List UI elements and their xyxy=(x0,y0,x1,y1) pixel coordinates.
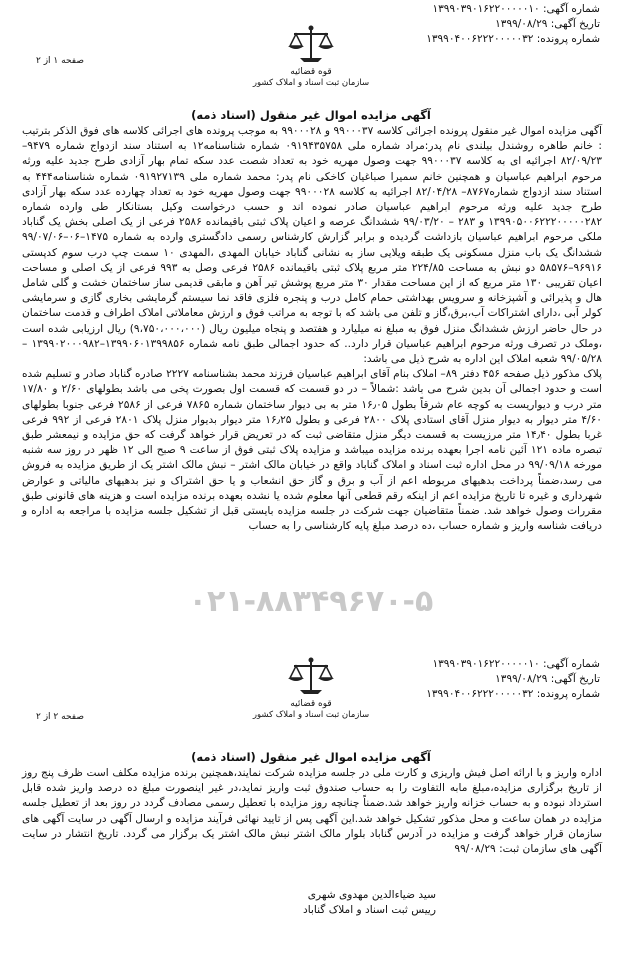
page-label: صفحه ۲ از ۲ xyxy=(36,712,84,722)
ad-number: شماره آگهی: ۱۳۹۹۰۳۹۰۱۶۲۲۰۰۰۰۰۱۰ xyxy=(432,3,600,15)
notice2-meta xyxy=(426,657,600,702)
ad-date: تاریخ آگهی: ۱۳۹۹/۰۸/۲۹ xyxy=(495,18,600,30)
notice2-body xyxy=(22,766,602,857)
org-name: قوه قضائیه xyxy=(290,67,332,77)
org-subname: سازمان ثبت اسناد و املاک کشور xyxy=(252,78,370,88)
ad-date: تاریخ آگهی: ۱۳۹۹/۰۸/۲۹ xyxy=(495,673,600,685)
signature-block xyxy=(303,888,436,918)
org-subname: سازمان ثبت اسناد و املاک کشور xyxy=(252,710,370,720)
judiciary-emblem-icon xyxy=(282,24,340,66)
page-label: صفحه ۱ از ۲ xyxy=(36,56,84,66)
body-paragraph: آگهی مزایده اموال غیر منقول پرونده اجرائی کلاسه ۹۹۰۰۰۳۷ و ۹۹۰۰۰۲۸ به موجب پرونده های اجرائی کلاسه های فوق الذکر بترتیب : خانم طاهره روشندل بیلندی نام پدر:مراد شماره ملی ۰۹۱۹۴۳۵۷۵۸ شماره شناسنامه۱۲ به استناد سند ازدواج شماره ۹۴۷۹– ۸۲/۰۹/۲۳ اجرائیه ای به کلاسه ۹۹۰۰۰۳۷ جهت وصول مهریه خود به تعداد شصت عدد سکه تمام بهار آزادی طرح جدید علیه ورثه مرحوم ابراهیم عباسیان و همچنین خانم سمیرا صباغیان کاخکی نام پدر: محمد شماره ملی ۰۹۱۹۲۷۱۳۹ شماره شناسنامه۴۴۴ به استناد سند ازدواج شماره۸۷۶۷– ۸۲/۰۴/۲۸ اجرائیه به کلاسه ۹۹۰۰۰۲۸ جهت وصول مهریه خود به تعداد چهارده عدد سکه بهار آزادی طرح جدید علیه ورثه مرحوم ابراهیم عباسیان صادر نموده اند و حسب درخواست وکیل بستانکار طی وارده شماره ۱۳۹۹۰۵۰۰۶۲۲۲۰۰۰۰۰۲۸۲ و ۲۸۳ – ۹۹/۰۳/۲۰ ششدانگ عرصه و اعیان پلاک ثبتی باقیمانده ۲۵۸۶ فرعی از یک اصلی بخش یک گناباد ملکی مرحوم ابراهیم عباسیان بازداشت گردیده و برابر گزارش کارشناس رسمی دادگستری وارده به شماره ۱۴۷۵–۰۶–۹۹/۰۷/۰۶ ششدانگ یک باب منزل مسکونی یک طبقه ویلایی ساز به نشانی گناباد خیابان المهدی ،المهدی ۱۰ سمت چپ درب سوم کدپستی ۹۶۹۱۶–۵۸۵۷۶ دو نبش به مساحت ۲۲۴/۸۵ متر مربع پلاک ثبتی باقیمانده ۲۵۸۶ فرعی وصل به ۹۹۳ فرعی از یک اصلی و مساحت اعیان تقریبی ۱۳۰ متر مربع که از این مساحت مقدار ۳۰ متر مربع پوشش تیر آهن و مابقی قدیمی ساز ساختمان خشت و گلی شامل هال و پذیرائی و آشپزخانه و سرویس بهداشتی حمام کامل درب و پنجره فلزی فاقد نما سیستم گرمایشی بخاری گازی و سرمایشی کولر آبی ،دارای اشتراکات آب،برق،گاز و تلفن می باشد که با توجه به مراتب فوق و ارزش معاملاتی املاک اطراف و قدمت ساختمان در حال حاضر ارزش ششدانگ منزل فوق به مبلغ نه میلیارد و هفتصد و پنجاه میلیون ریال (۹،۷۵۰،۰۰۰،۰۰۰) ریال ارزیابی شده است ،وملک در تصرف ورثه مرحوم ابراهیم عباسیان قرار دارد.. که حدود اجمالی طبق نامه شماره ۱۳۹۹۰۶۰۱۳۹۹۸۵۶–۱۳۹۹۰۲۰۰۰۹۸۲ – ۹۹/۰۵/۲۸ شعبه املاک این اداره به شرح ذیل می باشد: xyxy=(22,125,603,366)
ad-number: شماره آگهی: ۱۳۹۹۰۳۹۰۱۶۲۲۰۰۰۰۰۱۰ xyxy=(432,658,600,670)
phone-watermark: ۰۲۱-۸۸۳۴۹۶۷۰-۵ xyxy=(188,584,434,619)
body-paragraph: اداره واریز و با ارائه اصل فیش واریزی و کارت ملی در جلسه مزایده شرکت نمایند،همچنین برنده مزایده مکلف است ظرف پنج روز از تاریخ برگزاری مزایده،مبلغ مابه التفاوت را به حساب صندوق ثبت واریز نماید،در غیر اینصورت مبلغ ده درصد واریز شده قابل استرداد نبوده و به حساب خزانه واریز خواهد شد.ضمناً چنانچه روز مزایده با تعطیل رسمی مصادف گردد در روز بعد از تعطیل جلسه مزایده در همان ساعت و محل مذکور تشکیل خواهد شد.این آگهی پس از تایید نهائی فرآیند مزایده و ارسال آگهی در سایت آگهی های سازمان قرار خواهد گرفت و مزایده در آدرس گناباد بلوار مالک اشتر نبش مالک اشتر یک برگزار می گردد. تاریخ انتشار در سایت آگهی های سازمان ثبت: ۹۹/۰۸/۲۹ xyxy=(22,767,602,856)
notice-title: آگهی مزایده اموال غیر منقول (اسناد ذمه) xyxy=(191,750,431,764)
notice1-meta xyxy=(426,2,600,47)
notice-title: آگهی مزایده اموال غیر منقول (اسناد ذمه) xyxy=(191,108,431,122)
notice1-body xyxy=(22,124,602,534)
notice1-emblem xyxy=(236,24,386,88)
notice2-emblem xyxy=(236,656,386,720)
body-paragraph: پلاک مذکور ذیل صفحه ۴۵۶ دفتر ۸۹– املاک بنام آقای ابراهیم عباسیان فرزند محمد بشناسنامه ۲۲۲۷ صادره گناباد صادر و تسلیم شده است و حدود اجمالی آن بدین شرح می باشد :شمالاً – در دو قسمت که قسمت اول بصورت پخی می باشد بطولهای ۲/۶۰ و ۱۷/۸۰ متر درب و دیواریست به کوچه عام شرقاً بطول ۱۶٫۰۵ متر به بی دیوار ساختمان شماره ۷۸۶۵ فرعی از ۲۵۸۶ فرعی جنوبا بطولهای ۴/۶۰ متر دیوار به دیوار منزل آقای استادی پلاک ۲۸۰۰ فرعی و بطول ۱۶٫۲۵ متر دیوار بدیوار منزل پلاک ۲۸۰۱ فرعی از ۹۹۲ فرعی غربا بطول ۱۴٫۴۰ متر مرزیست به قسمت دیگر منزل متقاضی ثبت که در تعریض قرار خواهد گرفت که حق مزایده و نیمعشر طبق تبصره ماده ۱۲۱ آئین نامه اجرا بعهده برنده مزایده میباشد و مزایده پلاک ثبتی فوق از ساعت ۹ صبح الی ۱۲ ظهر در روز سه شنبه مورخه ۹۹/۰۹/۱۸ در محل اداره ثبت اسناد و املاک گناباد واقع در خیابان مالک اشتر – نبش مالک اشتر یک از طریق مزایده به فروش می رسد،ضمناً پرداخت بدهیهای مربوطه اعم از آب و برق و گاز حق انشعاب و یا حق اشتراک و نیز بدهیهای مالیاتی و عوارض شهرداری و غیره تا تاریخ مزایده اعم از اینکه رقم قطعی آنها معلوم شده یا نشده بعهده برنده مزایده است و هزینه های قانونی طبق مقررات وصول خواهد شد. ضمناً متقاضیان جهت شرکت در جلسه مزایده بایستی قبل از تشکیل جلسه مزایده با مراجعه به اداره و دریافت شناسه واریز و شماره حساب ،ده درصد مبلغ پایه کارشناسی را به حساب xyxy=(22,368,603,533)
case-number: شماره پرونده: ۱۳۹۹۰۴۰۰۶۲۲۲۰۰۰۰۰۳۲ xyxy=(426,33,600,45)
judiciary-emblem-icon xyxy=(282,656,340,698)
signature-title: رییس ثبت اسناد و املاک گناباد xyxy=(302,904,436,917)
signature-name: سید ضیاءالدین مهدوی شهری xyxy=(307,889,436,901)
org-name: قوه قضائیه xyxy=(290,699,332,709)
case-number: شماره پرونده: ۱۳۹۹۰۴۰۰۶۲۲۲۰۰۰۰۰۳۲ xyxy=(426,688,600,700)
